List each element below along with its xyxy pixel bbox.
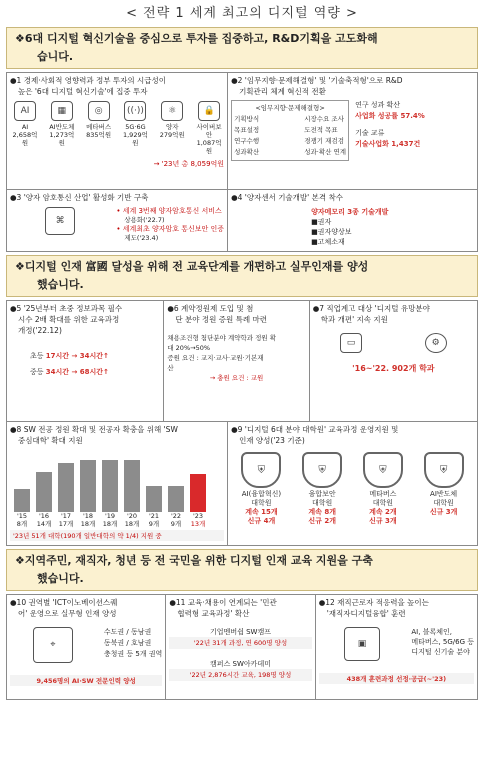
bar: [190, 474, 206, 512]
bar-year-label: '22: [170, 512, 182, 520]
tech-name: 양자: [165, 123, 179, 131]
s11-box2-title: 캠퍼스 SW아카데미: [210, 660, 271, 668]
s11-box2-detail: '22년 2,876시간 교육, 198명 양성: [169, 669, 311, 681]
korea-map-icon: ⌖: [33, 627, 73, 663]
grad-school-name: 융합보안 대학원: [308, 490, 336, 507]
grad-school-name: AI(융합혁신) 대학원: [241, 490, 282, 507]
tech-name: AI: [21, 123, 29, 131]
section-8: [7, 422, 228, 545]
s6-header-a: ●6 계약정원제 도입 및 첨: [167, 304, 254, 313]
bar-count-labels: [10, 520, 224, 528]
row-university: [6, 422, 478, 546]
section-11: [166, 595, 315, 699]
tech-name: 5G·6G: [125, 123, 146, 131]
banner2-line2: 했습니다.: [37, 278, 84, 291]
bar-year-label: '15: [16, 512, 28, 520]
grad-school-continue: 계속 15개: [245, 508, 278, 516]
tech-icon: ◎: [88, 101, 110, 121]
shield-icon: ⛨: [241, 452, 281, 488]
banner-education: [6, 255, 478, 297]
bar-count-label: 17개: [58, 520, 74, 528]
s3-header: ●3 '양자 암호통신 산업' 활성화 기반 구축: [10, 193, 149, 202]
rnd-result-3: 기술 교류: [355, 129, 385, 137]
s4-item: ■고체소재: [311, 238, 345, 246]
s6-body2: 대 20%→50%: [167, 344, 211, 352]
s4-item: ■권자양상보: [311, 228, 352, 236]
bar: [146, 486, 162, 512]
banner2-line1: ❖디지털 인재 富國 달성을 위해 전 교육단계를 개편하고 실무인재를 양성: [15, 260, 369, 273]
section-7: [310, 301, 477, 421]
bar: [36, 472, 52, 512]
rnd-box-title: <임무지향·문제해결형>: [255, 104, 325, 112]
tech-name: 사이버보안: [196, 123, 222, 139]
shield-icon: ⛨: [302, 452, 342, 488]
grad-school-list: [231, 450, 474, 526]
s2-header-b: 기획관리 체계 혁신적 전환: [239, 87, 326, 96]
grad-school-new: 신규 3개: [369, 517, 397, 525]
s11-header-b: 협력형 교육과정' 확산: [177, 609, 250, 618]
bar-year-label: '18: [82, 512, 94, 520]
network-icon: ⚙: [425, 333, 447, 353]
computer-icon: ▭: [340, 333, 362, 353]
s3-line1b: 상용화('22.7): [124, 216, 165, 224]
s10-line1: 수도권 / 동남권: [103, 628, 152, 636]
grad-school-continue: 계속 2개: [369, 508, 397, 516]
s10-header-b: 어' 운영으로 실무형 인재 양성: [18, 609, 117, 618]
s6-header-b: 단 분야 정원 증원 특례 마련: [175, 315, 267, 324]
tech-item: [194, 101, 224, 155]
tech-icon: 🔒: [198, 101, 220, 121]
s5-row2-label: 중등: [30, 368, 44, 376]
section-3: ●3 '양자 암호통신 산업' 활성화 기반 구축 ⌘ • 세계 3번째 양자암호통신 서비스 상용화('22.7) • 세계최초 양자암호 통신보안 인증 제도('23.4): [7, 190, 228, 251]
s6-body3: 증원 요건 : 교지·교사·교원·기본재: [167, 354, 264, 362]
row-citizens: [6, 594, 478, 700]
bar-year-label: '16: [38, 512, 50, 520]
rnd-left-item: 연구수행: [234, 137, 260, 145]
banner3-line2: 했습니다.: [37, 572, 84, 585]
tech-item: [157, 101, 187, 155]
shield-icon: ⛨: [424, 452, 464, 488]
bar-year-labels: [10, 512, 224, 520]
banner-line2: 습니다.: [37, 50, 74, 63]
bar-year-label: '19: [104, 512, 116, 520]
bar-count-label: 18개: [124, 520, 140, 528]
tech-icon: ((·)): [124, 101, 146, 121]
banner-citizens: [6, 549, 478, 591]
rnd-left-list: [234, 114, 259, 158]
tech-name: 메타버스: [86, 123, 112, 131]
section-2: [228, 73, 477, 189]
grad-school-name: 메타버스 대학원: [369, 490, 397, 507]
tech-value: 835억원: [86, 131, 112, 139]
s10-line3: 충청권 등 5개 권역: [103, 650, 163, 658]
banner-line1: ❖6대 디지털 혁신기술을 중심으로 투자를 집중하고, R&D기획을 고도화해: [15, 32, 378, 45]
s8-header-b: 중심대학' 확대 지원: [18, 436, 83, 445]
grad-school-continue: 계속 8개: [308, 508, 336, 516]
rnd-box: [231, 100, 349, 161]
bar-count-label: 9개: [148, 520, 160, 528]
s8-header-a: ●8 SW 전공 정원 확대 및 전공자 확충을 위해 'SW: [10, 425, 178, 434]
tech-name: AI반도체: [49, 123, 75, 131]
s3-line2b: 제도('23.4): [124, 234, 159, 242]
tech-item: [84, 101, 114, 155]
tech-value: 1,929억원: [122, 131, 148, 147]
row-investment: [6, 72, 478, 190]
s12-header-b: '재직자디지털융합' 훈련: [326, 609, 406, 618]
s5-row1-label: 초등: [30, 352, 44, 360]
grad-school-name: AI반도체 대학원: [430, 490, 458, 507]
bar-year-label: '23: [192, 512, 204, 520]
grad-school-item: [233, 450, 289, 526]
s3-line1: 세계 3번째 양자암호통신 서비스: [122, 207, 222, 215]
s5-header-c: 개정('22.12): [18, 326, 62, 335]
quantum-network-icon: ⌘: [45, 207, 75, 235]
section-9: [228, 422, 477, 545]
rnd-result-2: 사업화 성공률 57.4%: [355, 112, 425, 120]
s5-row2: 34시간 → 68시간↑: [45, 368, 109, 376]
grad-school-new: 신규 2개: [308, 517, 336, 525]
tech-item: [120, 101, 150, 155]
bar-count-label: 18개: [80, 520, 96, 528]
grad-school-item: [355, 450, 411, 526]
tech-value: 1,273억원: [49, 131, 75, 147]
rnd-result-1: 연구 성과 확산: [355, 101, 401, 109]
s1-total: → '23년 총 8,059억원: [153, 160, 225, 168]
bar: [80, 460, 96, 512]
banner3-line1: ❖지역주민, 재직자, 청년 등 전 국민을 위한 디지털 인재 교육 지원을 구축: [15, 554, 373, 567]
grad-school-item: [294, 450, 350, 526]
grad-school-new: 신규 3개: [429, 508, 458, 516]
rnd-right-list: [304, 114, 346, 158]
s8-footnote: '23년 51개 대학(190개 일반대학의 약 1/4) 지원 중: [10, 530, 224, 541]
tech-icon: ⚛: [161, 101, 183, 121]
tech-icon-row: [10, 101, 224, 155]
rnd-left-item: 목표설정: [234, 126, 260, 134]
sw-university-bar-chart: [10, 452, 224, 512]
bar-count-label: 9개: [170, 520, 182, 528]
page-title: < 전략 1 세계 최고의 디지털 역량 >: [126, 6, 358, 21]
s1-header-a: ●1 경제·사회적 영향력과 정부 투자의 시급성이: [10, 76, 167, 85]
bar-count-label: 14개: [36, 520, 52, 528]
s11-box1-title: 기업멘버쉽 SW캠프: [210, 628, 271, 636]
s10-header-a: ●10 권역별 'ICT이노베이션스퀘: [10, 598, 118, 607]
rnd-right-item: 성과·확산 연계: [304, 148, 347, 156]
s9-header-b: 인재 양성('23 기준): [239, 436, 305, 445]
s2-header-a: ●2 '임무지향·문제해결형' 및 '기술축적형'으로 R&D: [231, 76, 403, 85]
s7-header-b: 학과 개편' 지속 지원: [320, 315, 388, 324]
bar: [58, 463, 74, 512]
s5-header-a: ●5 '25년부터 초중 정보과목 필수: [10, 304, 123, 313]
grad-school-item: [416, 450, 472, 526]
s11-box1-detail: '22년 31개 과정, 연 600명 양성: [169, 637, 311, 649]
section-10: [7, 595, 166, 699]
rnd-result-4: 기술사업화 1,437건: [355, 140, 421, 148]
bar-count-label: 13개: [190, 520, 206, 528]
s12-text2: 메타버스, 5G/6G 등: [411, 638, 474, 646]
s6-result: → 충원 요건 : 교원: [209, 374, 264, 382]
bar: [168, 486, 184, 512]
section-12: [316, 595, 477, 699]
s12-text1: AI, 블록체인,: [411, 628, 452, 636]
s4-item-list: [311, 217, 388, 247]
s4-header: ●4 '양자센서 기술개발' 본격 착수: [231, 193, 343, 202]
s12-text3: 디지털 신기술 분야: [411, 648, 470, 656]
s4-item: ■권자: [311, 218, 332, 226]
tech-value: 279억원: [159, 131, 185, 139]
tech-icon: ▦: [51, 101, 73, 121]
s10-line2: 동북권 / 호남권: [103, 639, 152, 647]
row-education: [6, 300, 478, 422]
tech-icon: AI: [14, 101, 36, 121]
tech-value: 1,087억원: [196, 139, 222, 155]
bar-count-label: 18개: [102, 520, 118, 528]
s5-header-b: 시수 2배 확대를 위한 교육과정: [18, 315, 120, 324]
s3-line2: 세계최초 양자암호 통신보안 인증: [122, 225, 225, 233]
s12-header-a: ●12 재직근로자 적응력을 높이는: [318, 598, 429, 607]
rnd-right-item: 도전적 목표: [304, 126, 338, 134]
section-4: [228, 190, 477, 251]
bar-count-label: 8개: [16, 520, 28, 528]
s11-header-a: ●11 교육·채용이 연계되는 '민관: [169, 598, 277, 607]
rnd-right-item: 시장수요 조사: [304, 115, 344, 123]
tech-value: 2,658억원: [12, 131, 38, 147]
rnd-right-item: 경쟁기 재검검: [304, 137, 344, 145]
bar-year-label: '17: [60, 512, 72, 520]
s7-header-a: ●7 직업계고 대상 '디지털 유망분야: [312, 304, 430, 313]
tech-item: [10, 101, 40, 155]
tech-item: [47, 101, 77, 155]
section-1: [7, 73, 228, 189]
bar: [124, 460, 140, 512]
rnd-left-item: 기획방식: [234, 115, 260, 123]
s7-result: '16~'22. 902개 학과: [352, 364, 435, 373]
s6-body4: 산: [167, 364, 174, 372]
s4-title: 양자메모리 3종 기술개발: [311, 208, 389, 216]
s12-footnote: 438개 훈련과정 선정·공급(~'23): [319, 673, 474, 684]
bar-year-label: '20: [126, 512, 138, 520]
row-quantum: [6, 190, 478, 252]
bar-year-label: '21: [148, 512, 160, 520]
s5-row1: 17시간 → 34시간↑: [45, 352, 109, 360]
s10-footnote: 9,456명의 AI·SW 전문인력 양성: [10, 675, 162, 686]
monitor-icon: ▣: [344, 627, 380, 661]
s1-header-b: 높은 '6대 디지털 혁신기술'에 집중 투자: [18, 87, 148, 96]
banner-investment: [6, 27, 478, 69]
bar: [14, 489, 30, 512]
section-5: [7, 301, 164, 421]
rnd-left-item: 성과확산: [234, 148, 260, 156]
s9-header-a: ●9 '디지털 6대 분야 대학원' 교육과정 운영지원 및: [231, 425, 399, 434]
s6-body1: 채용조건형 첨단분야 계약학과 정원 확: [167, 334, 277, 342]
section-6: [164, 301, 309, 421]
bar: [102, 460, 118, 512]
grad-school-new: 신규 4개: [247, 517, 276, 525]
shield-icon: ⛨: [363, 452, 403, 488]
